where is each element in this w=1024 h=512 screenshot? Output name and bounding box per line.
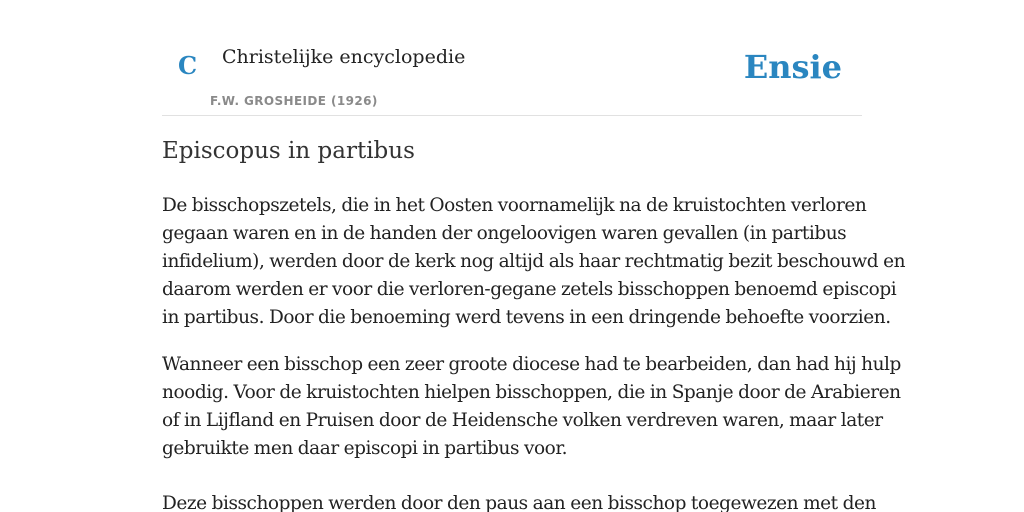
book-header bbox=[162, 0, 862, 116]
article-page bbox=[162, 0, 906, 512]
ensie-brand-logo[interactable]: Ensie bbox=[743, 48, 842, 86]
book-title[interactable]: Christelijke encyclopedie bbox=[222, 46, 466, 68]
paragraph-line: Wanneer een bisschop een zeer groote diocese had te bearbeiden, dan had hij hulp bbox=[162, 354, 901, 375]
encyclopedia-logo[interactable]: C bbox=[178, 51, 198, 80]
article-paragraph bbox=[162, 490, 876, 512]
article-paragraph bbox=[162, 351, 901, 463]
article-paragraph bbox=[162, 192, 906, 332]
paragraph-line: Deze bisschoppen werden door den paus aan een bisschop toegewezen met den bbox=[162, 493, 876, 512]
book-author: F.W. GROSHEIDE (1926) bbox=[210, 94, 378, 108]
paragraph-line: in partibus. Door die benoeming werd tevens in een dringende behoefte voorzien. bbox=[162, 307, 891, 328]
paragraph-line: of in Lijfland en Pruisen door de Heidensche volken verdreven waren, maar later bbox=[162, 410, 883, 431]
paragraph-line: gebruikte men daar episcopi in partibus voor. bbox=[162, 438, 568, 459]
paragraph-line: infidelium), werden door de kerk nog altijd als haar rechtmatig bezit beschouwd en bbox=[162, 251, 906, 272]
paragraph-line: daarom werden er voor die verloren-gegane zetels bisschoppen benoemd episcopi bbox=[162, 279, 897, 300]
paragraph-line: De bisschopszetels, die in het Oosten voornamelijk na de kruistochten verloren bbox=[162, 195, 867, 216]
article-title: Episcopus in partibus bbox=[162, 138, 415, 164]
paragraph-line: gegaan waren en in de handen der ongeloovigen waren gevallen (in partibus bbox=[162, 223, 847, 244]
paragraph-line: noodig. Voor de kruistochten hielpen bisschoppen, die in Spanje door de Arabieren bbox=[162, 382, 901, 403]
